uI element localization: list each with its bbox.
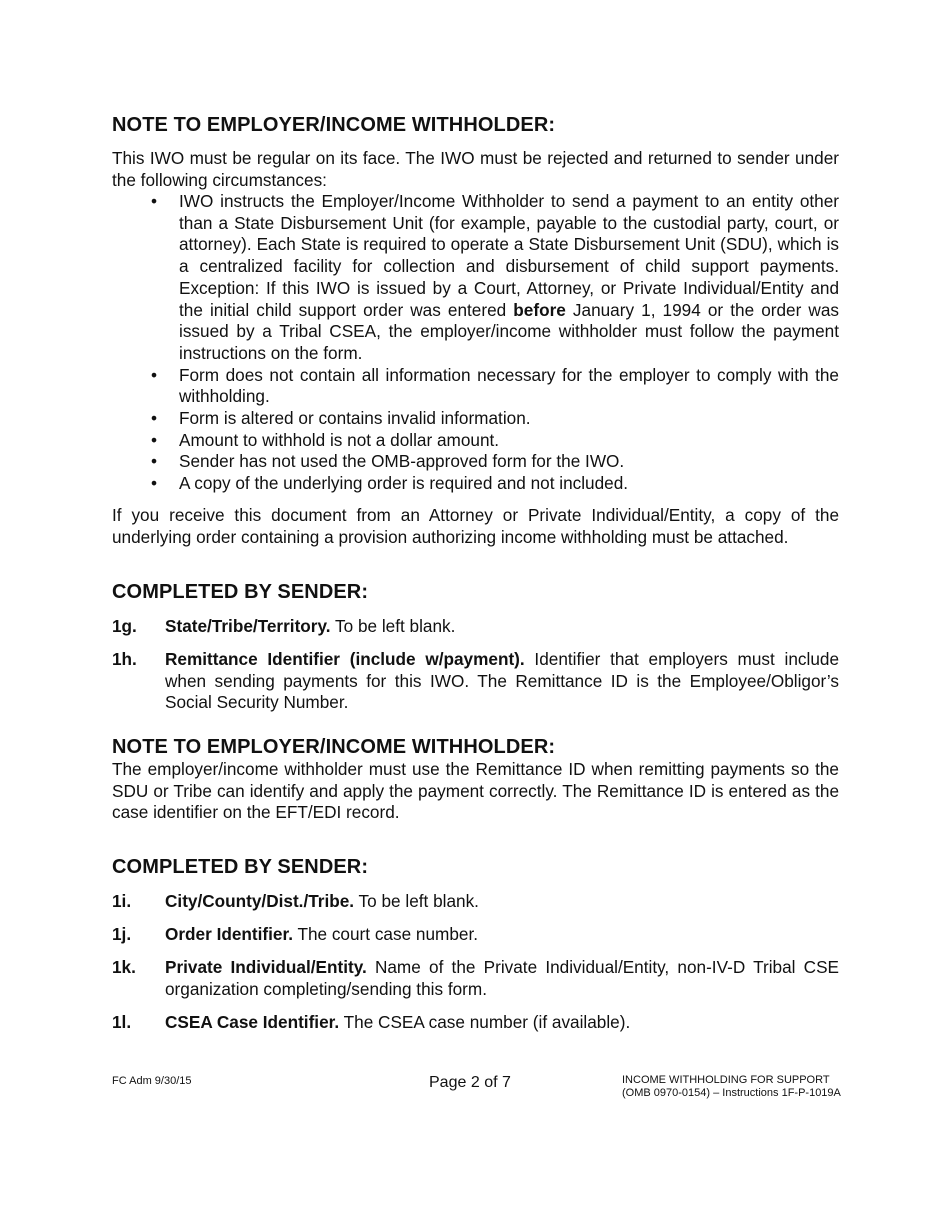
list-item: • Amount to withhold is not a dollar amount. xyxy=(151,429,500,450)
sender-heading-1: COMPLETED BY SENDER: xyxy=(112,581,369,603)
list-item: • A copy of the underlying order is required and not included. xyxy=(151,473,629,494)
bullet-icon: • xyxy=(151,429,158,450)
attachment-requirement-paragraph: If you receive this document from an Attorney or Private Individual/Entity, a copy of the underlying order containing a provision authorizing income withholding must be attached. xyxy=(112,505,839,547)
bullet-icon: • xyxy=(151,451,158,472)
bullet-icon: • xyxy=(151,191,158,211)
page-number: Page 2 of 7 xyxy=(429,1074,511,1091)
form-title-footer: INCOME WITHHOLDING FOR SUPPORT (OMB 0970-0154) – Instructions 1F-P-1019A xyxy=(622,1074,841,1099)
item-1h: 1h. Remittance Identifier (include w/payment). Identifier that employers must include when sending payments for this IWO. The Remittance ID is the Employee/Obligor’s Social Security Number. xyxy=(112,649,840,713)
list-item: • Form is altered or contains invalid information. xyxy=(151,408,531,429)
form-date-footer: FC Adm 9/30/15 xyxy=(112,1075,192,1087)
item-1g: 1g. State/Tribe/Territory. To be left blank. xyxy=(112,616,456,636)
list-item: • IWO instructs the Employer/Income Withholder to send a payment to an entity other than a State Disbursement Unit (for example, payable to the custodial party, court, or attorney). Each State is required to operate a State Disbursement Unit (SDU), which is a centralized facility for collection and disbursement of child support payments. Exception: If this IWO is issued by a Court, Attorney, or Private Individual/Entity and the initial child support order was entered before January 1, 1994 or the order was issued by a Tribal CSEA, the employer/income withholder must follow the payment instructions on the form. xyxy=(151,191,839,363)
list-item: • Sender has not used the OMB-approved form for the IWO. xyxy=(151,451,625,472)
list-item: • Form does not contain all information necessary for the employer to comply with the withholding. xyxy=(151,364,839,407)
item-1k: 1k. Private Individual/Entity. Name of the Private Individual/Entity, non-IV-D Tribal CSE organization completing/sending this form. xyxy=(112,957,839,999)
item-1i: 1i. City/County/Dist./Tribe. To be left blank. xyxy=(112,891,479,911)
item-1l: 1l. CSEA Case Identifier. The CSEA case number (if available). xyxy=(112,1012,631,1032)
remittance-note-paragraph: The employer/income withholder must use the Remittance ID when remitting payments so the SDU or Tribe can identify and apply the payment correctly. The Remittance ID is entered as the case identifier on the EFT/EDI record. xyxy=(112,759,839,823)
bullet-icon: • xyxy=(151,473,158,494)
note-heading-2: NOTE TO EMPLOYER/INCOME WITHHOLDER: xyxy=(112,736,556,758)
note-intro-paragraph: This IWO must be regular on its face. The IWO must be rejected and returned to sender under the following circumstances: xyxy=(112,148,839,190)
note-heading-1: NOTE TO EMPLOYER/INCOME WITHHOLDER: xyxy=(112,114,556,136)
sender-heading-2: COMPLETED BY SENDER: xyxy=(112,856,369,878)
item-1j: 1j. Order Identifier. The court case number. xyxy=(112,924,479,944)
rejection-reasons-list xyxy=(112,191,839,495)
bullet-icon: • xyxy=(151,408,158,429)
bullet-icon: • xyxy=(151,364,158,385)
